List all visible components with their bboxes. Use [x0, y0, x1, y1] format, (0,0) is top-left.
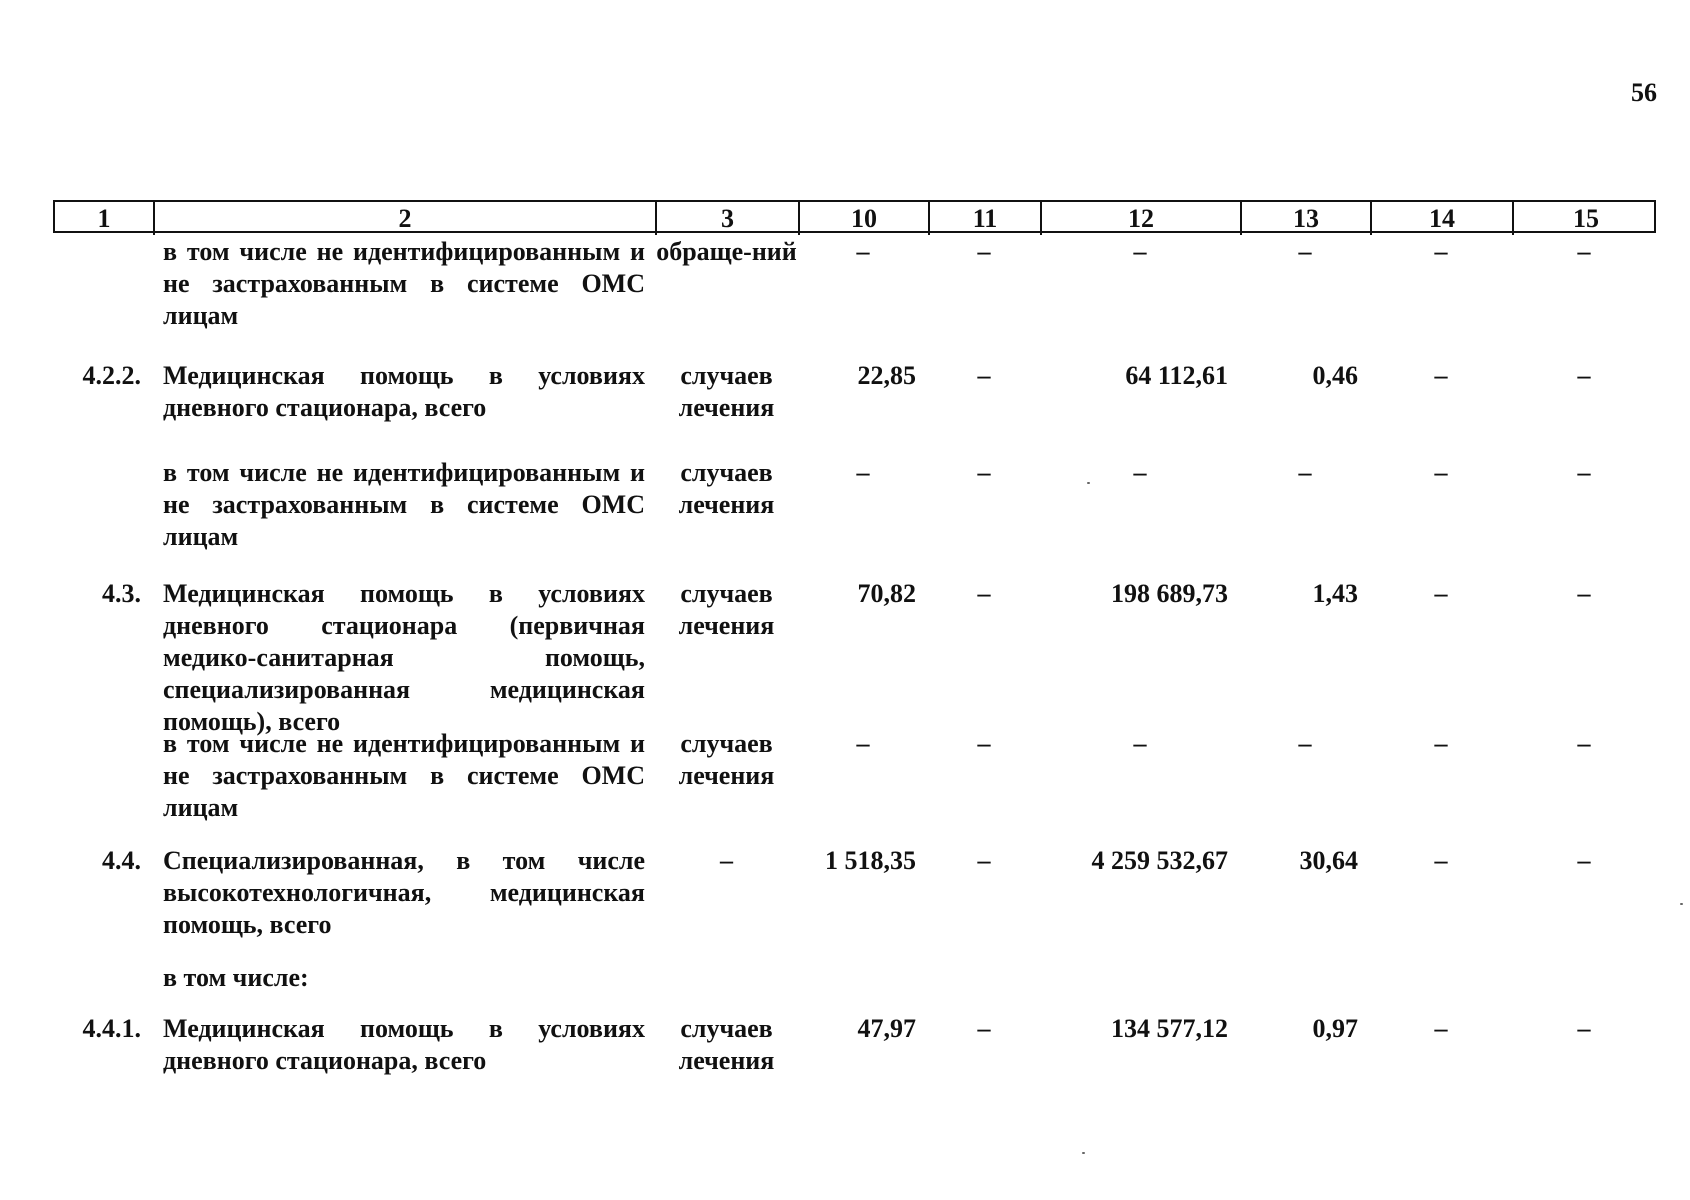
table-row	[53, 578, 1656, 738]
table-row	[53, 457, 1656, 553]
value-col-13: 0,46	[1312, 361, 1358, 390]
page-number: 56	[1631, 78, 1657, 107]
value-col-11: –	[977, 729, 991, 758]
value-col-15	[1512, 962, 1656, 994]
column-header: 11	[930, 202, 1042, 235]
value-col-12: 134 577,12	[1111, 1014, 1228, 1043]
value-col-14: –	[1434, 237, 1448, 266]
value-col-15: –	[1577, 846, 1591, 875]
table-row	[53, 728, 1656, 824]
row-unit	[655, 962, 798, 994]
value-col-15: –	[1577, 361, 1591, 390]
row-code: 4.2.2.	[82, 361, 141, 390]
value-col-14: –	[1434, 1014, 1448, 1043]
row-code	[53, 236, 153, 332]
value-col-10: –	[856, 729, 870, 758]
value-col-10	[798, 962, 928, 994]
value-col-15: –	[1577, 1014, 1591, 1043]
value-col-15: –	[1577, 729, 1591, 758]
value-col-12: –	[1133, 458, 1147, 487]
value-col-14	[1370, 962, 1512, 994]
row-description: Медицинская помощь в условиях дневного стационара (первичная медико-санитарная помощь, специализированная медицинская помощь), всего	[163, 579, 645, 736]
row-unit: –	[720, 846, 733, 875]
scan-speck	[1087, 482, 1090, 484]
table-row	[53, 360, 1656, 424]
row-description: в том числе не идентифицированным и не застрахованным в системе ОМС лицам	[163, 458, 645, 551]
value-col-12: –	[1133, 237, 1147, 266]
table-row	[53, 845, 1656, 941]
value-col-11: –	[977, 458, 991, 487]
column-header: 12	[1042, 202, 1242, 235]
value-col-13: 0,97	[1312, 1014, 1358, 1043]
row-code: 4.4.	[102, 846, 141, 875]
value-col-10: 22,85	[857, 361, 916, 390]
value-col-11: –	[977, 361, 991, 390]
row-code: 4.3.	[102, 579, 141, 608]
value-col-15: –	[1577, 237, 1591, 266]
value-col-15: –	[1577, 458, 1591, 487]
value-col-10: 70,82	[857, 579, 916, 608]
row-unit: случаев лечения	[678, 458, 775, 519]
value-col-10: 47,97	[857, 1014, 916, 1043]
column-header: 14	[1372, 202, 1514, 235]
row-code	[53, 962, 153, 994]
value-col-13: 30,64	[1299, 846, 1358, 875]
row-description: в том числе:	[163, 963, 309, 992]
value-col-13: –	[1298, 458, 1312, 487]
row-description: в том числе не идентифицированным и не застрахованным в системе ОМС лицам	[163, 237, 645, 330]
table-header	[53, 200, 1656, 233]
column-header: 13	[1242, 202, 1372, 235]
value-col-13: –	[1298, 729, 1312, 758]
column-header: 15	[1573, 204, 1599, 233]
value-col-12: –	[1133, 729, 1147, 758]
row-code: 4.4.1.	[82, 1014, 141, 1043]
value-col-14: –	[1434, 846, 1448, 875]
value-col-12: 4 259 532,67	[1091, 846, 1228, 875]
row-description: в том числе не идентифицированным и не застрахованным в системе ОМС лицам	[163, 729, 645, 822]
value-col-11: –	[977, 579, 991, 608]
row-description: Медицинская помощь в условиях дневного стационара, всего	[163, 361, 645, 422]
value-col-13: 1,43	[1312, 579, 1358, 608]
value-col-12: 198 689,73	[1111, 579, 1228, 608]
scan-speck	[1680, 903, 1683, 905]
value-col-10: –	[856, 458, 870, 487]
row-code	[53, 457, 153, 553]
value-col-11: –	[977, 846, 991, 875]
table-row	[53, 962, 1656, 994]
value-col-14: –	[1434, 579, 1448, 608]
row-description: Медицинская помощь в условиях дневного стационара, всего	[163, 1014, 645, 1075]
row-code	[53, 728, 153, 824]
value-col-13	[1240, 962, 1370, 994]
row-unit: случаев лечения	[678, 579, 775, 640]
column-header: 3	[657, 202, 800, 235]
table-row	[53, 236, 1656, 332]
scan-speck	[1082, 1152, 1085, 1154]
table-row	[53, 1013, 1656, 1077]
column-header: 10	[800, 202, 930, 235]
value-col-14: –	[1434, 729, 1448, 758]
row-unit: случаев лечения	[678, 1014, 775, 1075]
value-col-11: –	[977, 1014, 991, 1043]
value-col-14: –	[1434, 458, 1448, 487]
row-unit: случаев лечения	[678, 361, 775, 422]
row-unit: обраще-ний	[656, 237, 797, 266]
value-col-11: –	[977, 237, 991, 266]
row-unit: случаев лечения	[678, 729, 775, 790]
column-header: 1	[55, 202, 155, 235]
value-col-14: –	[1434, 361, 1448, 390]
value-col-12: 64 112,61	[1125, 361, 1228, 390]
row-description: Специализированная, в том числе высокотехнологичная, медицинская помощь, всего	[163, 846, 645, 939]
value-col-11	[928, 962, 1040, 994]
value-col-10: –	[856, 237, 870, 266]
column-header: 2	[155, 202, 657, 235]
value-col-10: 1 518,35	[825, 846, 916, 875]
value-col-15: –	[1577, 579, 1591, 608]
value-col-12	[1040, 962, 1240, 994]
value-col-13: –	[1298, 237, 1312, 266]
